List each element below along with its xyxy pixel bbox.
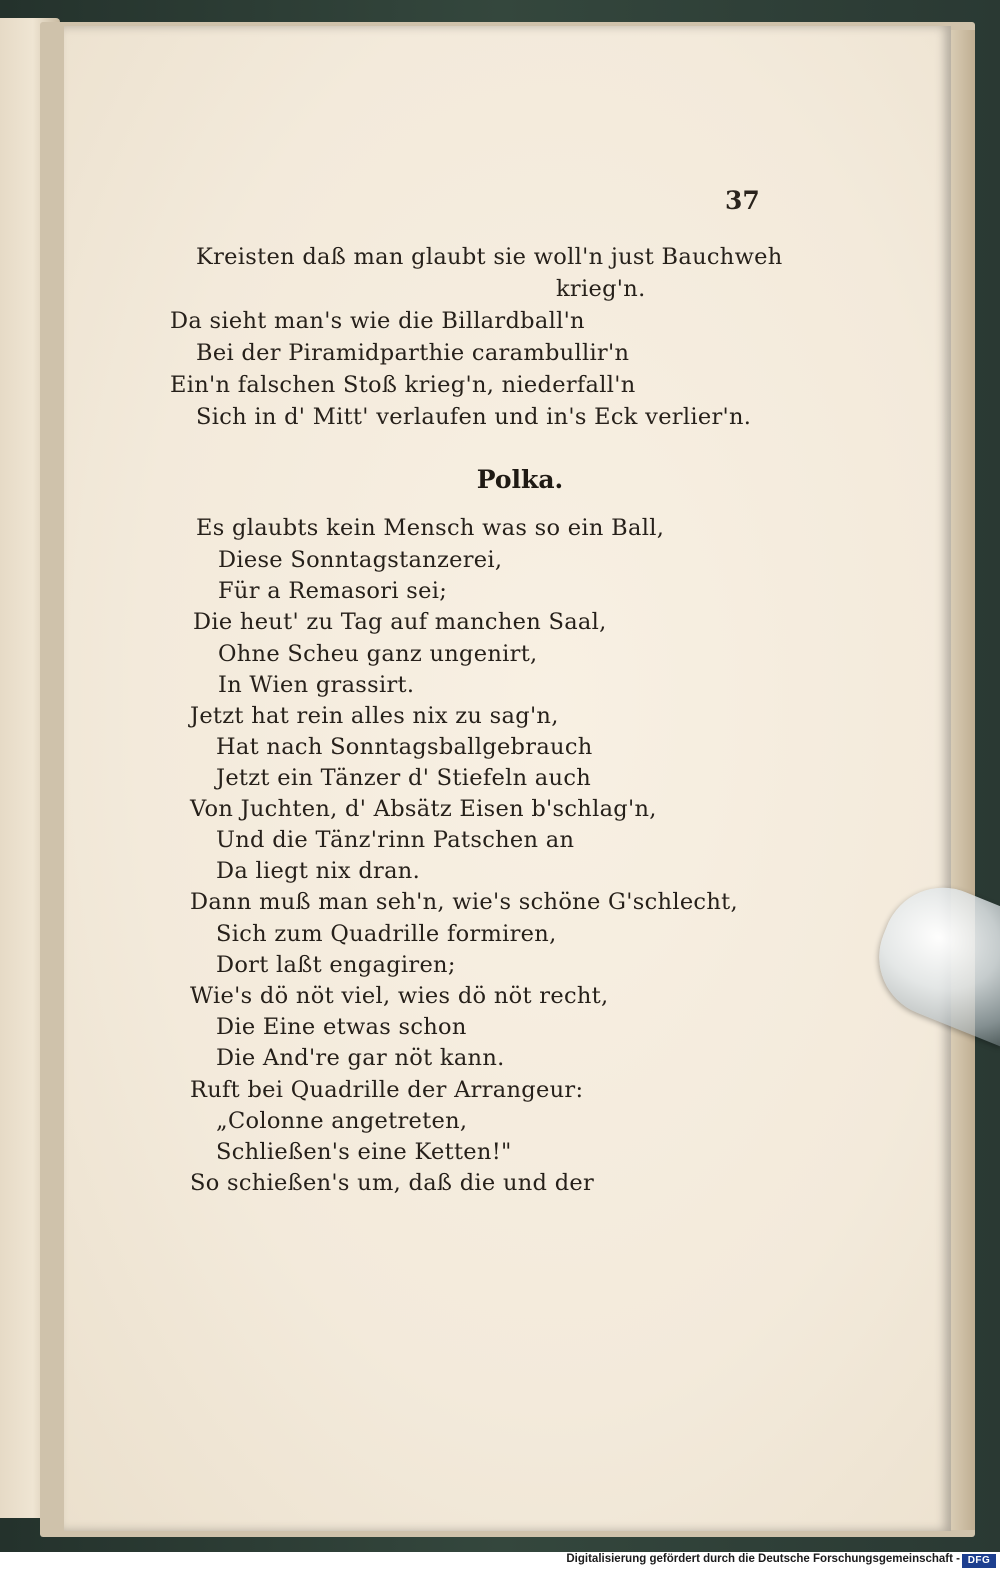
verse-line: Bei der Piramidparthie carambullir'n [196,340,630,366]
verse-line: Und die Tänz'rinn Patschen an [216,827,575,853]
section-heading: Polka. [476,465,564,494]
verse-line: Sich in d' Mitt' verlaufen und in's Eck verlier'n. [196,404,752,430]
verse-line: Dann muß man seh'n, wie's schöne G'schlecht, [190,889,738,915]
verse-line: Dort laßt engagiren; [216,952,456,978]
verse-line: krieg'n. [556,276,646,302]
verse-line: Jetzt hat rein alles nix zu sag'n, [190,703,559,729]
verse-line: Die heut' zu Tag auf manchen Saal, [193,609,607,635]
verse-line: Ruft bei Quadrille der Arrangeur: [190,1077,584,1103]
verse-line: Hat nach Sonntagsballgebrauch [216,734,593,760]
verse-line: So schießen's um, daß die und der [190,1170,595,1196]
verse-line: Für a Remasori sei; [218,578,448,604]
verse-line: Ohne Scheu ganz ungenirt, [218,641,538,667]
dfg-logo-icon: DFG [962,1554,996,1568]
verse-line: Da sieht man's wie die Billardball'n [170,308,585,334]
verse-line: Schließen's eine Ketten!" [216,1139,512,1165]
verse-line: Es glaubts kein Mensch was so ein Ball, [196,515,665,541]
verse-line: Die Eine etwas schon [216,1014,467,1040]
verse-line: Die And're gar nöt kann. [216,1045,505,1071]
verse-line: Von Juchten, d' Absätz Eisen b'schlag'n, [190,796,657,822]
verse-line: Da liegt nix dran. [216,858,421,884]
verse-line: Sich zum Quadrille formiren, [216,921,557,947]
verse-line: Wie's dö nöt viel, wies dö nöt recht, [190,983,609,1009]
digitization-credit: Digitalisierung gefördert durch die Deutsche Forschungsgemeinschaft - [566,1553,960,1565]
verse-line: In Wien grassirt. [218,672,415,698]
verse-line: „Colonne angetreten, [216,1108,468,1134]
verse-line: Jetzt ein Tänzer d' Stiefeln auch [216,765,592,791]
verse-line: Ein'n falschen Stoß krieg'n, niederfall'n [170,372,636,398]
page-edge-right [951,30,975,1530]
page-number: 37 [725,186,760,215]
verse-line: Kreisten daß man glaubt sie woll'n just Bauchweh [196,244,783,270]
verse-line: Diese Sonntagstanzerei, [218,547,503,573]
